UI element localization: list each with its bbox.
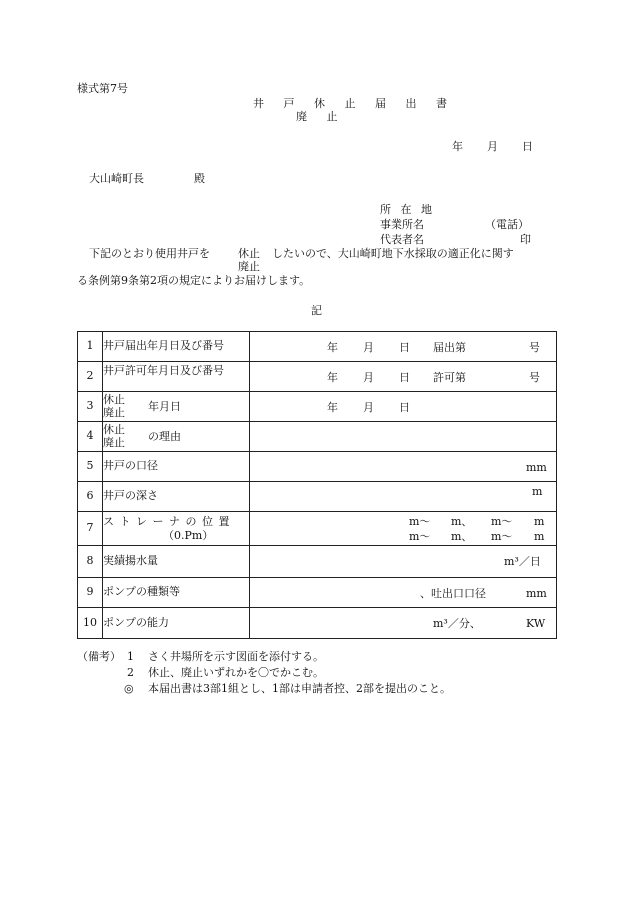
row-label: 実績揚水量 xyxy=(103,546,250,578)
number-suffix: 号 xyxy=(529,371,540,384)
body-line2: る条例第9条第2項の規定によりお届けします。 xyxy=(77,274,311,287)
option-abolish: 廃止 xyxy=(238,260,260,273)
depth-from: m～ xyxy=(491,530,513,543)
body-line1-post: したいので、大山崎町地下水採取の適正化に関す xyxy=(272,247,514,260)
day-unit: 日 xyxy=(399,371,410,384)
row-label: 井戸の口径 xyxy=(103,452,250,482)
row-number: 9 xyxy=(78,578,103,608)
table-row xyxy=(78,608,557,639)
row-value xyxy=(250,392,557,422)
depth-to: m、 xyxy=(451,515,473,528)
row-number: 8 xyxy=(78,546,103,578)
address-label: 所 在 地 xyxy=(380,203,435,216)
row-value xyxy=(250,608,557,639)
unit-label: mm xyxy=(526,587,547,600)
option-abolish: 廃止 xyxy=(103,435,125,449)
representative-label: 代表者名 xyxy=(380,233,424,246)
table-row xyxy=(78,512,557,546)
month-unit: 月 xyxy=(363,401,374,414)
unit-label: m xyxy=(532,485,543,498)
row-number: 5 xyxy=(78,452,103,482)
row-label: ポンプの能力 xyxy=(103,608,250,639)
day-unit: 日 xyxy=(399,401,410,414)
row-value xyxy=(250,362,557,392)
seal-mark: 印 xyxy=(520,233,531,246)
table-row xyxy=(78,546,557,578)
date-year: 年 xyxy=(452,140,463,153)
row-number: 1 xyxy=(78,332,103,362)
office-label: 事業所名 xyxy=(380,218,424,231)
depth-from: m～ xyxy=(409,530,431,543)
note-text: さく井場所を示す図面を添付する。 xyxy=(148,650,324,663)
table-row xyxy=(78,578,557,608)
year-unit: 年 xyxy=(327,341,338,354)
depth-from: m～ xyxy=(409,515,431,528)
row-number: 2 xyxy=(78,362,103,392)
form-table xyxy=(77,331,557,639)
row-value xyxy=(250,482,557,512)
row-label xyxy=(103,422,250,452)
date-month: 月 xyxy=(487,140,498,153)
row-number: 4 xyxy=(78,422,103,452)
depth-to: m xyxy=(534,530,545,543)
notes-label: （備考） xyxy=(77,650,121,663)
month-unit: 月 xyxy=(363,341,374,354)
row-label: 井戸届出年月日及び番号 xyxy=(103,332,250,362)
row-label xyxy=(103,392,250,422)
flow-rate-unit: m³／分、 xyxy=(433,617,481,630)
table-row xyxy=(78,422,557,452)
body-line1-pre: 下記のとおり使用井戸を xyxy=(89,247,210,260)
row-value xyxy=(250,546,557,578)
row-value xyxy=(250,332,557,362)
table-row xyxy=(78,452,557,482)
permit-number-label: 許可第 xyxy=(433,371,466,384)
row-value xyxy=(250,452,557,482)
phone-label: （電話） xyxy=(485,218,529,231)
label-suffix: 年月日 xyxy=(148,399,181,413)
row-number: 3 xyxy=(78,392,103,422)
unit-label: mm xyxy=(526,461,547,474)
row-number: 7 xyxy=(78,512,103,546)
row-label: ポンプの種類等 xyxy=(103,578,250,608)
table-row xyxy=(78,332,557,362)
outlet-diameter-label: 、吐出口口径 xyxy=(420,587,486,600)
addressee: 大山崎町長 xyxy=(89,172,144,185)
number-suffix: 号 xyxy=(529,341,540,354)
date-day: 日 xyxy=(522,140,533,153)
honorific: 殿 xyxy=(194,172,205,185)
row-number: 10 xyxy=(78,608,103,639)
notification-number-label: 届出第 xyxy=(433,341,466,354)
row-label: 井戸の深さ xyxy=(103,482,250,512)
row-number: 6 xyxy=(78,482,103,512)
strainer-label: ス ト レ ー ナ の 位 置 xyxy=(103,514,231,528)
form-number: 様式第7号 xyxy=(77,82,128,95)
option-suspend: 休止 xyxy=(103,392,125,406)
note-marker: 1 xyxy=(127,650,134,663)
form-title: 井 戸 休 止 届 出 書 xyxy=(253,97,455,110)
option-abolish: 廃止 xyxy=(103,405,125,419)
depth-to: m xyxy=(534,515,545,528)
note-marker: 2 xyxy=(127,666,134,679)
table-row xyxy=(78,362,557,392)
year-unit: 年 xyxy=(327,401,338,414)
month-unit: 月 xyxy=(363,371,374,384)
unit-label: m³／日 xyxy=(504,555,541,568)
table-row xyxy=(78,392,557,422)
depth-to: m、 xyxy=(451,530,473,543)
row-value xyxy=(250,422,557,452)
ki-heading: 記 xyxy=(311,304,322,317)
option-suspend: 休止 xyxy=(238,247,260,260)
strainer-sublabel: （0.Pm） xyxy=(163,528,214,542)
table-row xyxy=(78,482,557,512)
label-suffix: の理由 xyxy=(148,429,181,443)
row-label: 井戸許可年月日及び番号 xyxy=(103,362,250,392)
row-value xyxy=(250,578,557,608)
power-unit: KW xyxy=(526,617,546,630)
depth-from: m～ xyxy=(491,515,513,528)
note-marker: ◎ xyxy=(124,682,134,695)
year-unit: 年 xyxy=(327,371,338,384)
note-text: 休止、廃止いずれかを〇でかこむ。 xyxy=(148,666,324,679)
option-suspend: 休止 xyxy=(103,422,125,436)
day-unit: 日 xyxy=(399,341,410,354)
note-text: 本届出書は3部1組とし、1部は申請者控、2部を提出のこと。 xyxy=(148,682,451,695)
row-value xyxy=(250,512,557,546)
row-label xyxy=(103,512,250,546)
form-title-alt: 廃 止 xyxy=(296,110,346,123)
